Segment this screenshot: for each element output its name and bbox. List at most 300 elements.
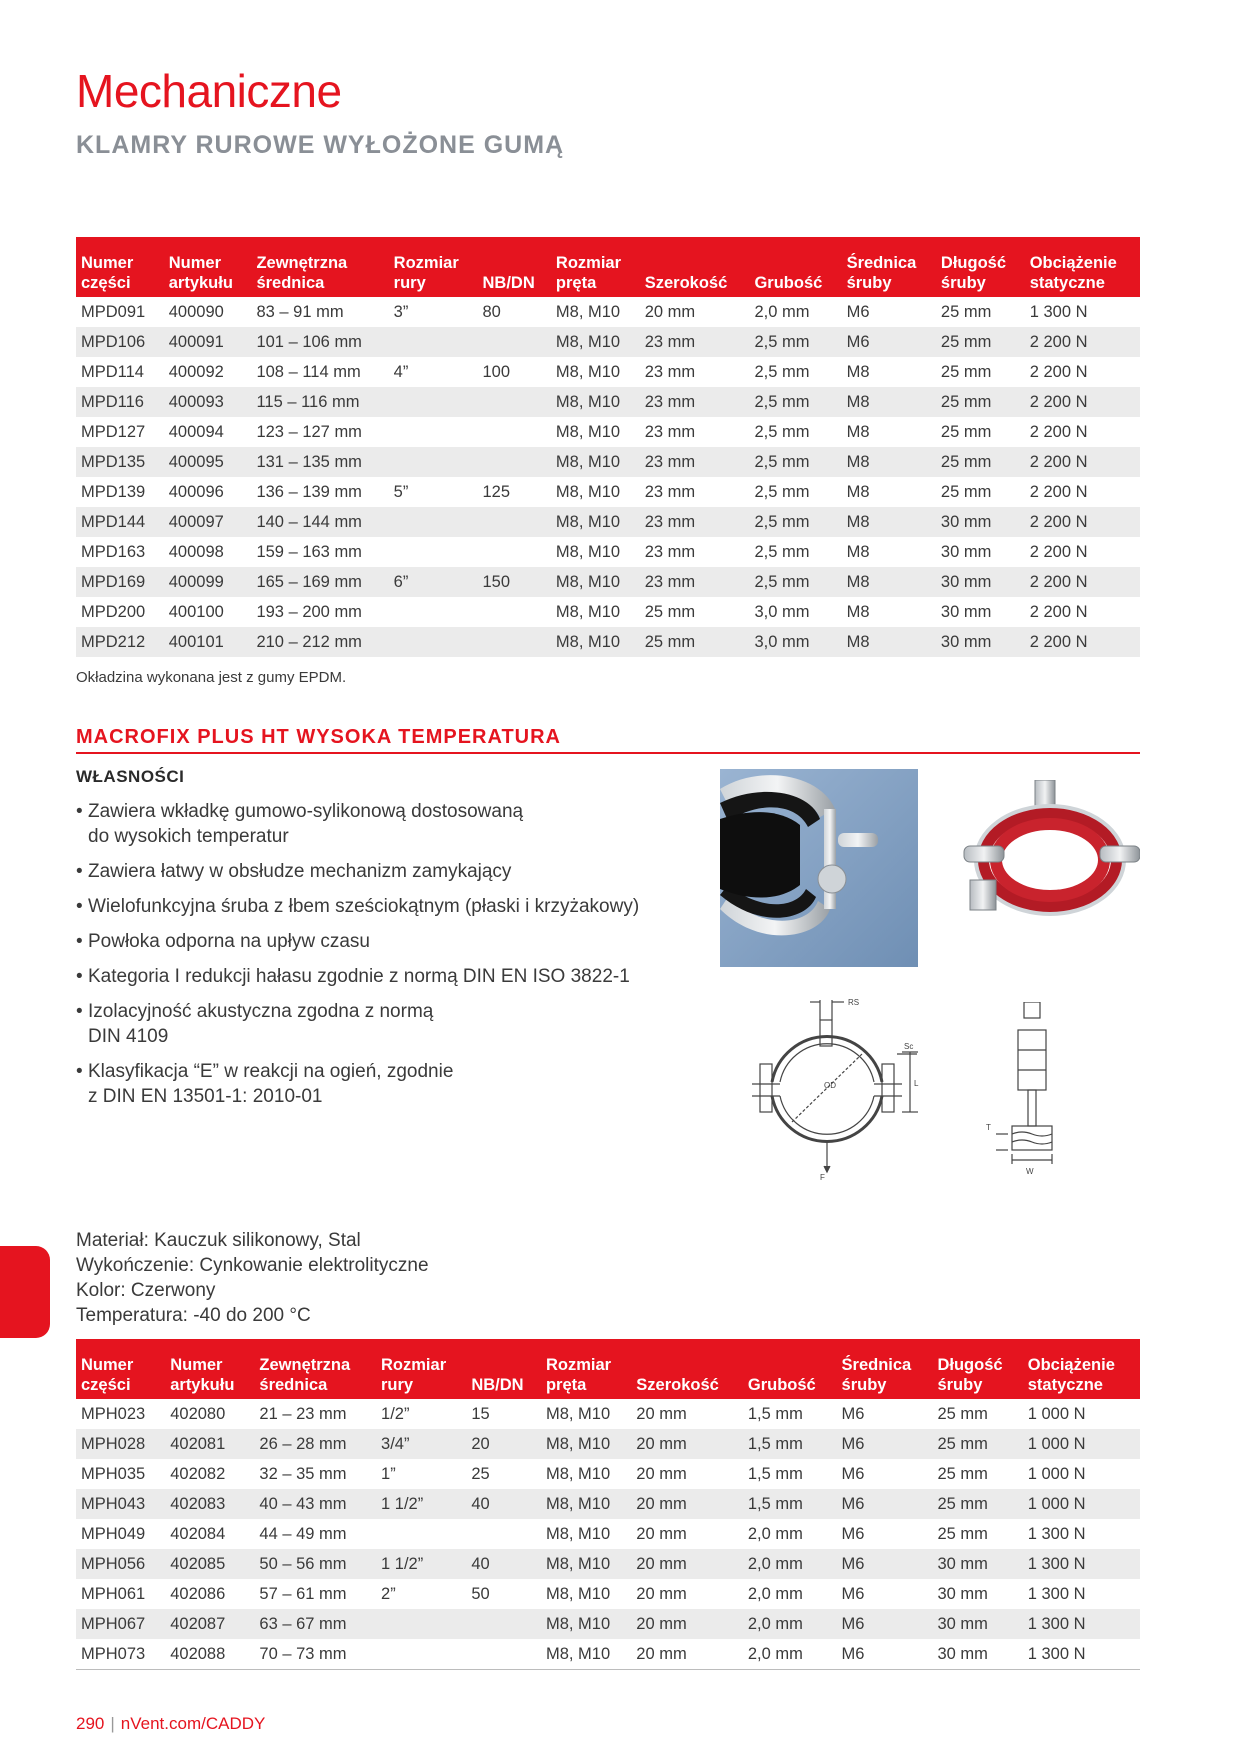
table-cell xyxy=(389,597,478,627)
spec-line: Wykończenie: Cynkowanie elektrolityczne xyxy=(76,1255,429,1276)
table-cell: 2,0 mm xyxy=(754,303,810,321)
table-cell: 1/2” xyxy=(381,1405,410,1423)
table-cell: 3/4” xyxy=(376,1429,466,1459)
table-cell: 2,0 mm xyxy=(743,1549,837,1579)
table-cell: 1,5 mm xyxy=(747,1465,803,1483)
column-header-line: Rozmiar xyxy=(393,254,459,272)
table-cell: 400090 xyxy=(168,303,224,321)
table-cell xyxy=(376,1519,466,1549)
table-cell: 100 xyxy=(482,363,511,381)
table-row xyxy=(76,447,1140,477)
table-cell: 2 200 N xyxy=(1029,423,1088,441)
table-cell: 2,5 mm xyxy=(754,543,810,561)
table-cell: 400099 xyxy=(164,567,252,597)
feature-text-line: z DIN EN 13501-1: 2010-01 xyxy=(88,1086,323,1107)
table-cell: M8, M10 xyxy=(551,447,640,477)
column-header-line: Obciążenie xyxy=(1029,254,1117,272)
table-cell: MPD135 xyxy=(76,447,164,477)
table-cell: MPD212 xyxy=(76,627,164,657)
table-cell: 15 xyxy=(471,1405,490,1423)
table-cell: 400101 xyxy=(164,627,252,657)
table-row xyxy=(76,417,1140,447)
table-cell: M8, M10 xyxy=(555,423,621,441)
table-cell: 1 300 N xyxy=(1029,303,1088,321)
column-header xyxy=(842,237,936,297)
table-cell xyxy=(389,507,478,537)
spec-line: Temperatura: -40 do 200 °C xyxy=(76,1305,311,1326)
table-cell: 30 mm xyxy=(940,603,992,621)
table-cell: M8 xyxy=(846,603,870,621)
table-cell: 125 xyxy=(482,483,511,501)
table-cell: MPH035 xyxy=(81,1465,146,1483)
table-cell: M8, M10 xyxy=(551,507,640,537)
table-row xyxy=(76,1459,1140,1489)
table-cell: M8 xyxy=(842,447,936,477)
spec-line: Kolor: Czerwony xyxy=(76,1280,216,1301)
table-cell: 20 mm xyxy=(631,1549,743,1579)
column-header-line: Numer xyxy=(81,1356,134,1374)
table-cell: 2,0 mm xyxy=(747,1585,803,1603)
column-header-line: NB/DN xyxy=(482,274,535,292)
table-cell: 1” xyxy=(381,1465,396,1483)
column-header-line: rury xyxy=(381,1376,414,1394)
table-cell: 2,5 mm xyxy=(749,387,841,417)
table-cell: 1 300 N xyxy=(1023,1639,1140,1670)
table-cell: M8, M10 xyxy=(551,567,640,597)
table-cell: M8, M10 xyxy=(545,1465,611,1483)
features-list xyxy=(76,799,676,1119)
table-cell: MPH073 xyxy=(76,1639,165,1670)
table-cell: M6 xyxy=(837,1639,933,1670)
table-cell xyxy=(376,1639,466,1670)
feature-item xyxy=(76,929,676,954)
l-label: L xyxy=(914,1079,919,1088)
column-header-line: Rozmiar xyxy=(381,1356,447,1374)
table-cell: 400100 xyxy=(168,603,224,621)
table-cell: M6 xyxy=(837,1489,933,1519)
table-cell: 1,5 mm xyxy=(743,1429,837,1459)
column-header-line: Numer xyxy=(168,254,221,272)
table-cell: 25 mm xyxy=(936,447,1025,477)
table-cell: M6 xyxy=(841,1585,865,1603)
table-cell: M8 xyxy=(842,567,936,597)
table-cell: 25 mm xyxy=(940,483,992,501)
rs-label: RS xyxy=(848,998,860,1007)
red-clamp-photo xyxy=(940,780,1140,940)
table-cell: 2,5 mm xyxy=(754,363,810,381)
table-cell: MPH043 xyxy=(76,1489,165,1519)
table-cell: 23 mm xyxy=(640,387,750,417)
page-number: 290 xyxy=(76,1714,105,1733)
table-cell: 2 200 N xyxy=(1029,483,1088,501)
table-cell: 21 – 23 mm xyxy=(259,1405,347,1423)
table-cell: 2 200 N xyxy=(1029,603,1088,621)
table-cell: M6 xyxy=(837,1609,933,1639)
table-cell: M8, M10 xyxy=(545,1405,611,1423)
column-header-line: Średnica xyxy=(841,1356,912,1374)
table-cell: 400098 xyxy=(168,543,224,561)
table-cell: 2 200 N xyxy=(1025,507,1140,537)
table-cell: 23 mm xyxy=(640,327,750,357)
table-row xyxy=(76,1489,1140,1519)
table-cell: 25 mm xyxy=(937,1465,988,1483)
column-header-line: Numer xyxy=(81,254,134,272)
table-cell: M8 xyxy=(846,363,870,381)
high-temp-clamps-table xyxy=(76,1339,1140,1670)
column-header-line: Rozmiar xyxy=(555,254,622,272)
table-cell: 5” xyxy=(393,483,409,501)
table-cell xyxy=(478,537,551,567)
column-header-line: Obciążenie xyxy=(1027,1356,1115,1374)
table-cell: 40 xyxy=(466,1549,541,1579)
table-cell: 2,5 mm xyxy=(754,483,810,501)
column-header xyxy=(749,237,841,297)
column-header-line: Zewnętrzna xyxy=(259,1356,351,1374)
table-cell: 108 – 114 mm xyxy=(256,363,361,381)
table-row xyxy=(76,1549,1140,1579)
table-cell xyxy=(466,1639,541,1670)
column-header xyxy=(932,1339,1022,1399)
section-title: Mechaniczne xyxy=(76,65,342,117)
table-cell: MPH067 xyxy=(76,1609,165,1639)
table-cell: 25 mm xyxy=(940,363,992,381)
table-cell: 23 mm xyxy=(640,567,750,597)
table-header-row xyxy=(76,1339,1140,1399)
column-header-line: pręta xyxy=(545,1376,587,1394)
table-cell: 402081 xyxy=(165,1429,254,1459)
table-cell: 400092 xyxy=(168,363,224,381)
column-header xyxy=(640,237,750,297)
table-row xyxy=(76,507,1140,537)
column-header xyxy=(936,237,1025,297)
table-cell: 23 mm xyxy=(640,447,750,477)
table-cell: MPD116 xyxy=(76,387,164,417)
page-footer xyxy=(76,1714,265,1734)
column-header-line: Średnica xyxy=(846,254,917,272)
table-cell: 30 mm xyxy=(932,1639,1022,1670)
table-cell: M6 xyxy=(841,1405,865,1423)
table-cell: 402086 xyxy=(170,1585,226,1603)
table-cell: MPH061 xyxy=(81,1585,146,1603)
table-cell: 20 mm xyxy=(631,1639,743,1670)
table-cell: 30 mm xyxy=(936,627,1025,657)
table-cell xyxy=(389,537,478,567)
table-cell: 402085 xyxy=(165,1549,254,1579)
column-header xyxy=(165,1339,254,1399)
table-cell: 2,5 mm xyxy=(749,447,841,477)
sc-label: Sc xyxy=(904,1042,914,1051)
feature-item xyxy=(76,799,676,849)
table-cell xyxy=(478,597,551,627)
column-header-line: Numer xyxy=(170,1356,223,1374)
table-cell: 136 – 139 mm xyxy=(256,483,362,501)
table-cell: 40 – 43 mm xyxy=(254,1489,376,1519)
column-header xyxy=(389,237,478,297)
table-cell: 1 300 N xyxy=(1027,1585,1086,1603)
table-row xyxy=(76,1519,1140,1549)
feature-item xyxy=(76,1059,676,1109)
f-label: F xyxy=(820,1173,825,1182)
column-header xyxy=(466,1339,541,1399)
table-cell: 57 – 61 mm xyxy=(259,1585,347,1603)
column-header xyxy=(76,237,164,297)
spec-line: Materiał: Kauczuk silikonowy, Stal xyxy=(76,1230,361,1251)
table-cell: 25 mm xyxy=(644,603,696,621)
column-header-line: statyczne xyxy=(1027,1376,1103,1394)
table-cell: 402080 xyxy=(170,1405,226,1423)
column-header-line: NB/DN xyxy=(471,1376,524,1394)
table-cell: M8 xyxy=(842,507,936,537)
feature-text-line: Klasyfikacja “E” w reakcji na ogień, zgodnie xyxy=(88,1061,454,1082)
table-cell: M6 xyxy=(837,1549,933,1579)
clamp-closeup-photo xyxy=(720,769,918,967)
table-row xyxy=(76,357,1140,387)
table-cell: M8, M10 xyxy=(551,327,640,357)
table-cell: 30 mm xyxy=(932,1609,1022,1639)
footer-site-link[interactable]: nVent.com/CADDY xyxy=(120,1714,266,1733)
table-cell: 30 mm xyxy=(932,1549,1022,1579)
column-header xyxy=(631,1339,743,1399)
table-row xyxy=(76,327,1140,357)
table-cell: 30 mm xyxy=(940,543,992,561)
table-cell: 20 mm xyxy=(636,1405,687,1423)
table-cell: 25 mm xyxy=(932,1429,1022,1459)
table-cell: 2,5 mm xyxy=(749,567,841,597)
table-row xyxy=(76,1429,1140,1459)
column-header-line: Szerokość xyxy=(644,274,728,292)
table-cell: M8 xyxy=(846,483,870,501)
column-header-line: artykułu xyxy=(168,274,233,292)
table-cell xyxy=(389,447,478,477)
table-cell: 50 – 56 mm xyxy=(254,1549,376,1579)
w-label: W xyxy=(1026,1167,1034,1176)
table-cell: MPD144 xyxy=(76,507,164,537)
table-cell: M8, M10 xyxy=(541,1489,631,1519)
table-cell: 1,5 mm xyxy=(747,1405,803,1423)
table-cell: MPD106 xyxy=(76,327,164,357)
table-cell: 25 mm xyxy=(936,387,1025,417)
column-header xyxy=(743,1339,837,1399)
table-cell: 25 mm xyxy=(640,627,750,657)
feature-item xyxy=(76,859,676,884)
table-cell: 70 – 73 mm xyxy=(254,1639,376,1670)
table-cell: 26 – 28 mm xyxy=(254,1429,376,1459)
table-footnote: Okładzina wykonana jest z gumy EPDM. xyxy=(76,669,347,686)
table-cell: 20 mm xyxy=(631,1609,743,1639)
table-cell xyxy=(466,1609,541,1639)
table-cell: MPD091 xyxy=(81,303,146,321)
table-cell: 20 mm xyxy=(636,1585,687,1603)
table-cell: MPD139 xyxy=(81,483,146,501)
table-cell: 402083 xyxy=(165,1489,254,1519)
table-cell: 20 mm xyxy=(644,303,696,321)
table-cell: M8, M10 xyxy=(545,1585,611,1603)
table-cell: 25 xyxy=(471,1465,490,1483)
column-header-line: Grubość xyxy=(747,1376,816,1394)
table-cell: 1 1/2” xyxy=(376,1489,466,1519)
table-cell: 63 – 67 mm xyxy=(254,1609,376,1639)
column-header-line: Długość xyxy=(940,254,1006,272)
table-cell: 140 – 144 mm xyxy=(251,507,388,537)
table-cell: 159 – 163 mm xyxy=(256,543,362,561)
table-row xyxy=(76,537,1140,567)
table-cell: M6 xyxy=(842,327,936,357)
table-row xyxy=(76,627,1140,657)
table-cell: 131 – 135 mm xyxy=(251,447,388,477)
footer-separator: | xyxy=(110,1714,115,1733)
table-cell: 3,0 mm xyxy=(749,627,841,657)
column-header xyxy=(376,1339,466,1399)
feature-text-line: DIN 4109 xyxy=(88,1026,169,1047)
table-cell: 1 300 N xyxy=(1027,1525,1086,1543)
column-header-line: średnica xyxy=(259,1376,328,1394)
feature-text-line: Wielofunkcyjna śruba z łbem sześciokątnym (płaski i krzyżakowy) xyxy=(88,896,640,917)
clamp-side-view-diagram xyxy=(982,1002,1082,1202)
table-cell: 30 mm xyxy=(936,567,1025,597)
column-header-line: śruby xyxy=(937,1376,983,1394)
table-cell xyxy=(478,507,551,537)
feature-item xyxy=(76,964,676,989)
table-cell xyxy=(389,417,478,447)
table-cell: 2 200 N xyxy=(1025,567,1140,597)
clamp-front-view-diagram xyxy=(732,992,932,1192)
column-header-line: śruby xyxy=(846,274,892,292)
table-cell: 25 mm xyxy=(940,423,992,441)
table-cell: 4” xyxy=(393,363,409,381)
table-cell xyxy=(478,387,551,417)
table-cell: 23 mm xyxy=(644,423,696,441)
table-cell: 50 xyxy=(471,1585,490,1603)
table-cell: 165 – 169 mm xyxy=(251,567,388,597)
feature-item xyxy=(76,999,676,1049)
table-row xyxy=(76,297,1140,327)
table-row xyxy=(76,1639,1140,1670)
column-header-line: średnica xyxy=(256,274,325,292)
table-cell: M8, M10 xyxy=(541,1609,631,1639)
column-header-line: rury xyxy=(393,274,426,292)
table-cell: MPH023 xyxy=(81,1405,146,1423)
table-cell: 123 – 127 mm xyxy=(256,423,362,441)
column-header-line: Długość xyxy=(937,1356,1003,1374)
table-cell: M8, M10 xyxy=(555,363,621,381)
table-row xyxy=(76,1609,1140,1639)
table-cell xyxy=(376,1609,466,1639)
table-cell: 2 200 N xyxy=(1029,363,1088,381)
table-cell: M8 xyxy=(842,627,936,657)
table-cell: 1 1/2” xyxy=(376,1549,466,1579)
table-cell: MPH056 xyxy=(76,1549,165,1579)
table-cell: 23 mm xyxy=(644,483,696,501)
table-cell: 6” xyxy=(389,567,478,597)
table-cell: 20 mm xyxy=(636,1465,687,1483)
column-header xyxy=(1025,237,1140,297)
table-cell: 150 xyxy=(478,567,551,597)
table-cell: 1 000 N xyxy=(1023,1489,1140,1519)
table-cell: 2 200 N xyxy=(1025,447,1140,477)
feature-text-line: Powłoka odporna na upływ czasu xyxy=(88,931,371,952)
column-header-line: części xyxy=(81,1376,131,1394)
feature-text-line: Kategoria I redukcji hałasu zgodnie z normą DIN EN ISO 3822-1 xyxy=(88,966,630,987)
table-cell: 20 mm xyxy=(631,1429,743,1459)
table-cell: 402084 xyxy=(170,1525,226,1543)
table-cell: 2,5 mm xyxy=(754,423,810,441)
table-cell: 44 – 49 mm xyxy=(259,1525,347,1543)
table-row xyxy=(76,1579,1140,1609)
column-header-line: Rozmiar xyxy=(545,1356,612,1374)
table-cell xyxy=(389,627,478,657)
table-cell: M6 xyxy=(837,1429,933,1459)
table-cell: 25 mm xyxy=(940,303,992,321)
table-cell: MPD163 xyxy=(81,543,146,561)
t-label: T xyxy=(986,1123,991,1132)
table-cell: 400096 xyxy=(168,483,224,501)
product-title-rule xyxy=(76,752,1140,754)
table-cell xyxy=(389,387,478,417)
feature-text-line: Zawiera wkładkę gumowo-sylikonową dostosowaną xyxy=(88,801,524,822)
table-cell: 210 – 212 mm xyxy=(251,627,388,657)
table-cell: M6 xyxy=(841,1525,865,1543)
table-cell: 2,0 mm xyxy=(743,1609,837,1639)
table-cell: MPD114 xyxy=(81,363,144,381)
table-cell: 83 – 91 mm xyxy=(256,303,344,321)
table-cell: 2 200 N xyxy=(1025,327,1140,357)
table-cell: MPH028 xyxy=(76,1429,165,1459)
product-title: MACROFIX PLUS HT WYSOKA TEMPERATURA xyxy=(76,726,561,748)
table-cell: 2” xyxy=(381,1585,396,1603)
table-row xyxy=(76,597,1140,627)
column-header-line: części xyxy=(81,274,131,292)
section-side-tab xyxy=(0,1246,50,1338)
table-cell: 400094 xyxy=(168,423,224,441)
rubber-lined-clamps-table xyxy=(76,237,1140,657)
table-cell: 25 mm xyxy=(937,1405,988,1423)
column-header xyxy=(1023,1339,1140,1399)
table-cell: M8 xyxy=(846,423,870,441)
table-cell: 32 – 35 mm xyxy=(259,1465,347,1483)
table-cell: M8, M10 xyxy=(541,1639,631,1670)
table-cell: 23 mm xyxy=(644,543,696,561)
table-cell: 3” xyxy=(393,303,409,321)
column-header-line: Zewnętrzna xyxy=(256,254,348,272)
table-cell: M6 xyxy=(846,303,870,321)
table-cell: 2,5 mm xyxy=(749,327,841,357)
table-cell xyxy=(466,1519,541,1549)
column-header-line: artykułu xyxy=(170,1376,235,1394)
od-label: OD xyxy=(824,1081,836,1090)
table-cell xyxy=(478,447,551,477)
table-cell: M8 xyxy=(846,543,870,561)
table-cell: 1,5 mm xyxy=(743,1489,837,1519)
table-cell: 402088 xyxy=(165,1639,254,1670)
table-cell: 40 xyxy=(466,1489,541,1519)
table-cell: 402082 xyxy=(170,1465,226,1483)
table-cell: 2,0 mm xyxy=(747,1525,803,1543)
table-cell: M8, M10 xyxy=(545,1525,611,1543)
table-cell: 115 – 116 mm xyxy=(251,387,388,417)
features-heading: WŁASNOŚCI xyxy=(76,767,185,786)
table-cell: MPD200 xyxy=(81,603,146,621)
material-specs xyxy=(76,1228,429,1328)
table-row xyxy=(76,477,1140,507)
table-cell: MPD127 xyxy=(81,423,146,441)
feature-text-line: Izolacyjność akustyczna zgodna z normą xyxy=(88,1001,434,1022)
table-cell: 1 000 N xyxy=(1027,1405,1086,1423)
table-cell: 20 mm xyxy=(636,1525,687,1543)
table-cell xyxy=(478,627,551,657)
column-header-line: pręta xyxy=(555,274,597,292)
column-header xyxy=(254,1339,376,1399)
table-cell xyxy=(478,417,551,447)
